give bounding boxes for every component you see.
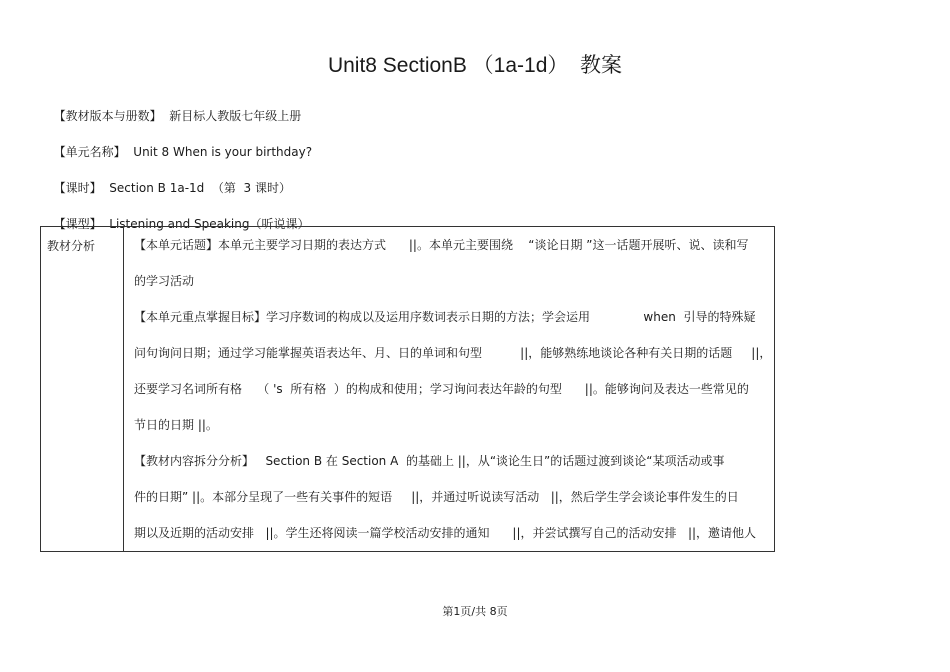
table-left-label: 教材分析 bbox=[41, 227, 124, 552]
meta-value: Listening and Speaking（听说课） bbox=[101, 217, 310, 231]
analysis-table bbox=[40, 226, 775, 552]
content-line: 件的日期” ||。本部分呈现了一些有关事件的短语 ||，并通过听说读写活动 ||，然后学生学会谈论事件发生的日 bbox=[134, 490, 739, 504]
table-content-cell bbox=[124, 227, 775, 552]
table-row bbox=[41, 227, 775, 552]
page-number: 第1页/共 8页 bbox=[442, 605, 508, 618]
meta-label: 【单元名称】 bbox=[53, 145, 126, 159]
content-line: 问句询问日期；通过学习能掌握英语表达年、月、日的单词和句型 ||，能够熟练地谈论各种有关日期的话题 ||， bbox=[134, 346, 772, 360]
content-line: 【本单元重点掌握目标】学习序数词的构成以及运用序数词表示日期的方法；学会运用 when 引导的特殊疑 bbox=[134, 310, 756, 324]
meta-value: Unit 8 When is your birthday? bbox=[125, 145, 313, 159]
meta-label: 【课型】 bbox=[53, 217, 102, 231]
meta-label: 【教材版本与册数】 bbox=[53, 109, 162, 123]
document-title: Unit8 SectionB （1a-1d） 教案 bbox=[327, 54, 623, 77]
content-line: 节日的日期 ||。 bbox=[134, 418, 218, 432]
content-line: 的学习活动 bbox=[134, 274, 195, 288]
meta-textbook-edition bbox=[46, 92, 301, 124]
meta-lesson-period bbox=[46, 164, 291, 196]
content-line: 期以及近期的活动安排 ||。学生还将阅读一篇学校活动安排的通知 ||，并尝试撰写自己的活动安排 ||，邀请他人 bbox=[134, 526, 757, 540]
meta-label: 【课时】 bbox=[53, 181, 102, 195]
content-line: 【教材内容拆分分析】 Section B 在 Section A 的基础上 ||，从“谈论生日”的话题过渡到谈论“某项活动或事 bbox=[134, 454, 725, 468]
content-line: 【本单元话题】本单元主要学习日期的表达方式 ||。本单元主要围绕 “谈论日期 ”这一话题开展听、说、读和写 bbox=[134, 238, 749, 252]
meta-unit-name bbox=[46, 128, 312, 160]
meta-value: 新目标人教版七年级上册 bbox=[161, 109, 302, 123]
meta-value: Section B 1a-1d （第 3 课时） bbox=[101, 181, 292, 195]
content-line: 还要学习名词所有格 （ 's 所有格 ）的构成和使用；学习询问表达年龄的句型 ||。能够询问及表达一些常见的 bbox=[134, 382, 749, 396]
